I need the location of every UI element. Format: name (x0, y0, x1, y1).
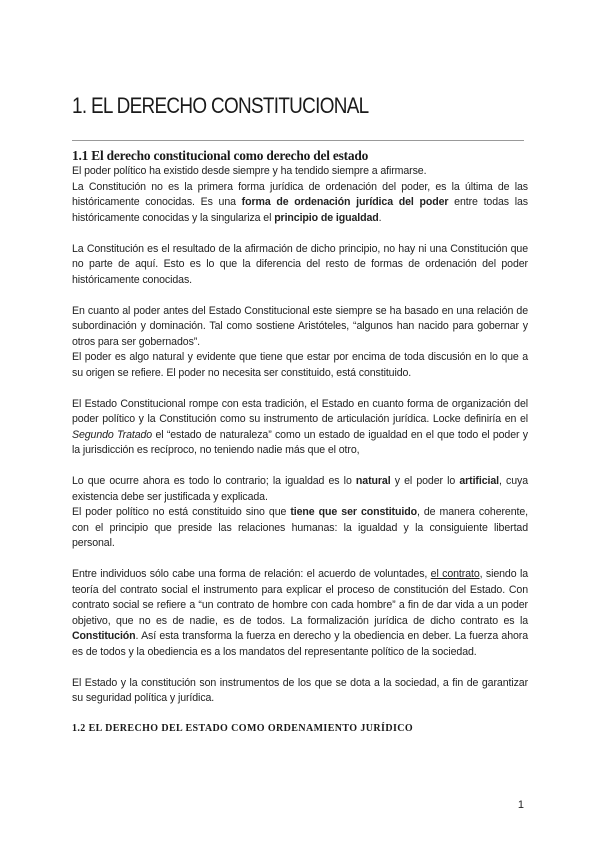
page-body (72, 147, 528, 734)
paragraph-10: El Estado y la constitución son instrumentos de los que se dota a la sociedad, a fin de garantizar su seguridad política y jurídica. (72, 676, 528, 704)
section-1-title: 1.1 El derecho constitucional como derecho del estado (72, 148, 369, 163)
paragraph-7: Lo que ocurre ahora es todo lo contrario; la igualdad es lo natural y el poder lo artificial, cuya existencia debe ser justificada y explicada. (72, 475, 528, 503)
paragraph-8: El poder político no está constituido sino que tiene que ser constituido, de manera coherente, con el principio que preside las relaciones humanas: la igualdad y la consiguiente libertad personal. (72, 506, 528, 549)
paragraph-9: Entre individuos sólo cabe una forma de relación: el acuerdo de voluntades, el contrato, siendo la teoría del contrato social el instrumento para explicar el proceso de constitución del Estado. Con contrato social se refiere a “un contrato de hombre con cada hombre” a fin de dar vida a un poder objetivo, que no es de nadie, es de todos. La formalización jurídica de dicho contrato es la Constitución. Así esta transforma la fuerza en derecho y la obediencia en deber. La fuerza ahora es de todos y la obediencia es a los mandatos del representante político de la sociedad. (72, 568, 528, 658)
page-number: 1 (517, 799, 524, 811)
chapter-title: 1. EL DERECHO CONSTITUCIONAL (72, 93, 369, 118)
paragraph-5: El poder es algo natural y evidente que tiene que estar por encima de toda discusión en lo que a su origen se refiere. El poder no necesita ser constituido, está constituido. (72, 351, 528, 379)
paragraph-2: La Constitución no es la primera forma jurídica de ordenación del poder, es la última de las históricamente conocidas. Es una forma de ordenación jurídica del poder entre todas las históricamente conocidas y la singulariza el principio de igualdad. (72, 180, 528, 224)
paragraph-1: El poder político ha existido desde siempre y ha tendido siempre a afirmarse. (72, 165, 427, 177)
paragraph-3: La Constitución es el resultado de la afirmación de dicho principio, no hay ni una Constitución que no parte de aquí. Esto es lo que la diferencia del resto de formas de ordenación del poder históricamente conocidas. (72, 242, 528, 286)
paragraph-4: En cuanto al poder antes del Estado Constitucional este siempre se ha basado en una relación de subordinación y dominación. Tal como sostiene Aristóteles, “algunos han nacido para gobernar y otros para ser gobernados”. (72, 304, 528, 348)
paragraph-6: El Estado Constitucional rompe con esta tradición, el Estado en cuanto forma de organización del poder político y la Constitución como su instrumento de articulación jurídica. Locke definiría en el Segundo Tratado el “estado de naturaleza” como un estado de igualdad en el que todo el poder y la jurisdicción es recíproco, no teniendo nadie más que el otro, (72, 397, 528, 456)
section-2-title: 1.2 EL DERECHO DEL ESTADO COMO ORDENAMIENTO JURÍDICO (72, 722, 414, 734)
title-divider (72, 140, 524, 141)
